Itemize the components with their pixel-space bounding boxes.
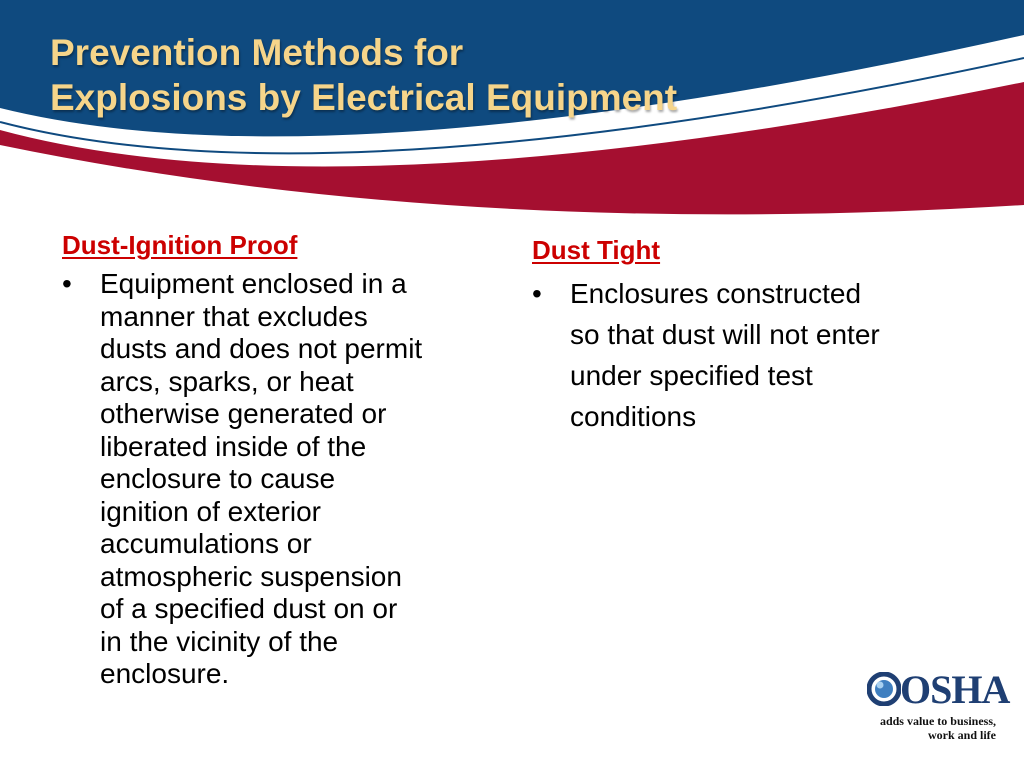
left-bullet-line-2: manner that excludes <box>100 300 368 332</box>
left-bullet-line-13: enclosure. <box>100 658 230 689</box>
osha-wordmark: OSHA <box>900 667 1010 712</box>
right-column-bullets <box>532 273 972 437</box>
left-bullet-line-5: otherwise generated or <box>100 398 387 429</box>
right-bullet-line-2: so that dust will not enter <box>570 319 880 350</box>
slide-title-line-1: Prevention Methods for <box>50 32 464 73</box>
left-bullet-item <box>62 268 512 691</box>
left-column <box>62 228 512 691</box>
left-column-heading: Dust-Ignition Proof <box>62 230 298 260</box>
right-bullet-line-3: under specified test <box>570 360 813 391</box>
left-bullet-line-8: ignition of exterior <box>100 495 322 527</box>
slide-title <box>50 30 677 120</box>
left-bullet-line-9: accumulations or <box>100 528 312 559</box>
left-bullet-line-6: liberated inside of the <box>100 430 367 462</box>
osha-tagline <box>880 714 996 742</box>
right-bullet-line-1: Enclosures constructed <box>570 278 862 309</box>
osha-tagline-line-2: work and life <box>927 728 996 742</box>
right-column <box>532 233 972 437</box>
right-bullet-item <box>532 273 972 437</box>
left-bullet-line-10: atmospheric suspension <box>100 560 402 592</box>
left-column-bullets <box>62 268 512 691</box>
left-bullet-line-3: dusts and does not permit <box>100 333 423 364</box>
left-bullet-line-12: in the vicinity of the <box>100 625 339 657</box>
left-bullet-line-7: enclosure to cause <box>100 463 336 494</box>
left-bullet-line-11: of a specified dust on or <box>100 593 398 624</box>
bullet-symbol: • <box>532 278 542 309</box>
right-bullet-line-4: conditions <box>570 401 697 432</box>
osha-tagline-line-1: adds value to business, <box>879 714 996 728</box>
left-bullet-line-1: Equipment enclosed in a <box>100 268 407 299</box>
bullet-symbol: • <box>62 268 72 299</box>
osha-logo <box>862 667 1010 744</box>
slide-title-line-2: Explosions by Electrical Equipment <box>50 77 678 118</box>
left-bullet-line-4: arcs, sparks, or heat <box>100 365 354 397</box>
osha-globe-icon <box>867 672 901 706</box>
right-column-heading: Dust Tight <box>532 235 661 265</box>
